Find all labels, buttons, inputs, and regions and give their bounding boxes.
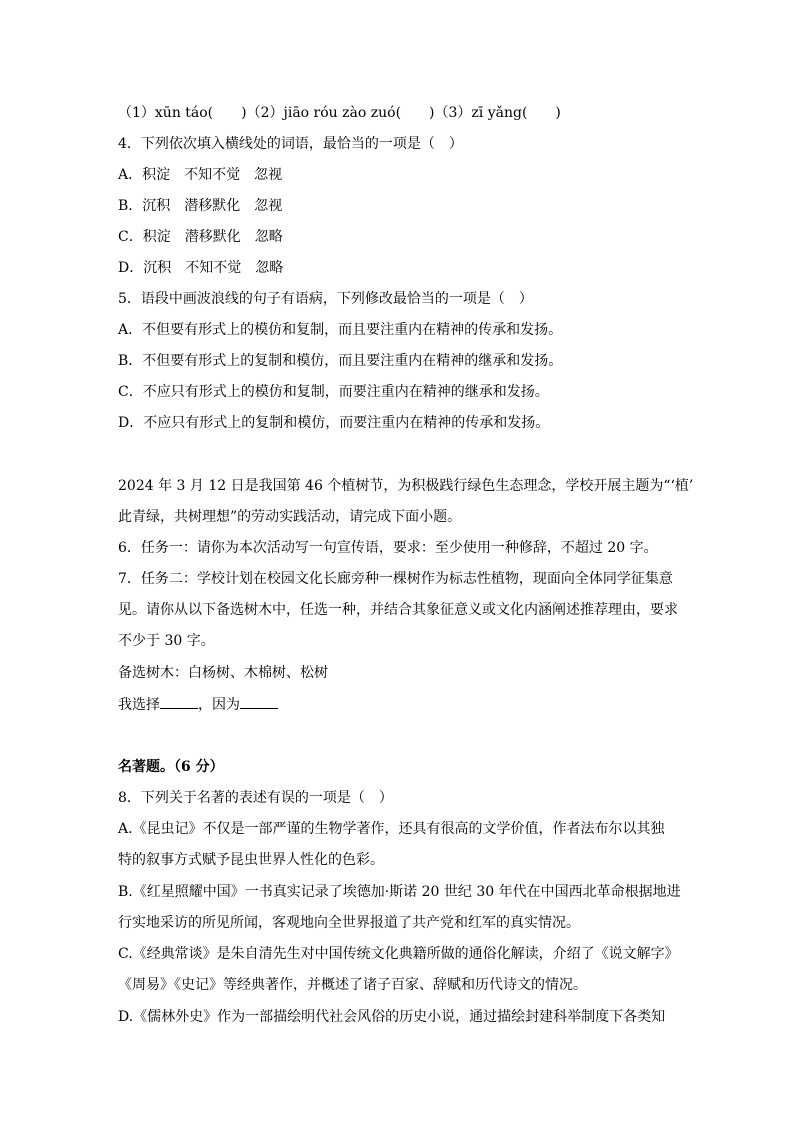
q5-option-c: C．不应只有形式上的模仿和复制，而要注重内在精神的继承和发扬。 (118, 384, 549, 400)
q5-option-d: D．不应只有形式上的复制和模仿，而要注重内在精神的传承和发扬。 (118, 415, 550, 431)
q8-option-c-line-1: C.《经典常谈》是朱自清先生对中国传统文化典籍所做的通俗化解读，介绍了《说文解字》 (118, 946, 679, 962)
q5-stem: 5．语段中画波浪线的句子有语病，下列修改最恰当的一项是（ ） (118, 291, 533, 307)
q4-stem: 4．下列依次填入横线处的词语，最恰当的一项是（ ） (118, 136, 463, 152)
tree-options: 备选树木：白杨树、木棉树、松树 (118, 665, 328, 681)
reason-blank[interactable] (240, 694, 278, 709)
q8-option-b-line-2: 行实地采访的所见所闻，客观地向全世界报道了共产党和红军的真实情况。 (118, 915, 580, 931)
q8-stem: 8．下列关于名著的表述有误的一项是（ ） (118, 790, 393, 806)
q5-option-a: A．不但要有形式上的模仿和复制，而且要注重内在精神的传承和发扬。 (118, 322, 563, 338)
q8-option-d-line-1: D.《儒林外史》作为一部描绘明代社会风俗的历史小说，通过描绘封建科举制度下各类知 (118, 1009, 666, 1025)
section-title: 名著题。（6 分） (118, 759, 224, 775)
q8-option-b-line-1: B.《红星照耀中国》一书真实记录了埃德加·斯诺 20 世纪 30 年代在中国西北革命根据地进 (118, 884, 681, 900)
q8-option-a-line-2: 特的叙事方式赋予昆虫世界人性化的色彩。 (118, 852, 384, 868)
q4-option-d: D．沉积 不知不觉 忽略 (118, 260, 284, 276)
choose-prefix: 我选择 (118, 697, 160, 713)
q6-task-one: 6．任务一：请你为本次活动写一句宣传语，要求：至少使用一种修辞，不超过 20 字。 (118, 540, 658, 556)
intro-line-2: 此青绿，共树理想”的劳动实践活动，请完成下面小题。 (118, 509, 462, 525)
q3-pinyin-line: （1）xūn táo( )（2）jiāo róu zào zuó( )（3）zī yǎng( ) (118, 105, 561, 121)
q7-line-2: 见。请你从以下备选树木中，任选一种，并结合其象征意义或文化内涵阐述推荐理由，要求 (118, 602, 678, 618)
choose-mid: ，因为 (198, 697, 240, 713)
q4-option-b: B．沉积 潜移默化 忽视 (118, 198, 283, 214)
q8-option-a-line-1: A.《昆虫记》不仅是一部严谨的生物学著作，还具有很高的文学价值，作者法布尔以其独 (118, 821, 665, 837)
tree-choice-blank[interactable] (160, 694, 198, 709)
q5-option-b: B．不但要有形式上的复制和模仿，而且要注重内在精神的继承和发扬。 (118, 353, 563, 369)
q4-option-a: A．积淀 不知不觉 忽视 (118, 167, 283, 183)
q7-line-1: 7．任务二：学校计划在校园文化长廊旁种一棵树作为标志性植物，现面向全体同学征集意 (118, 571, 673, 587)
choose-line (118, 694, 278, 714)
q4-option-c: C．积淀 潜移默化 忽略 (118, 229, 283, 245)
q7-line-3: 不少于 30 字。 (118, 633, 215, 649)
intro-line-1: 2024 年 3 月 12 日是我国第 46 个植树节，为积极践行绿色生态理念，学校开展主题为“‘植’ (118, 478, 694, 494)
q8-option-c-line-2: 《周易》《史记》等经典著作，并概述了诸子百家、辞赋和历代诗文的情况。 (118, 977, 587, 993)
